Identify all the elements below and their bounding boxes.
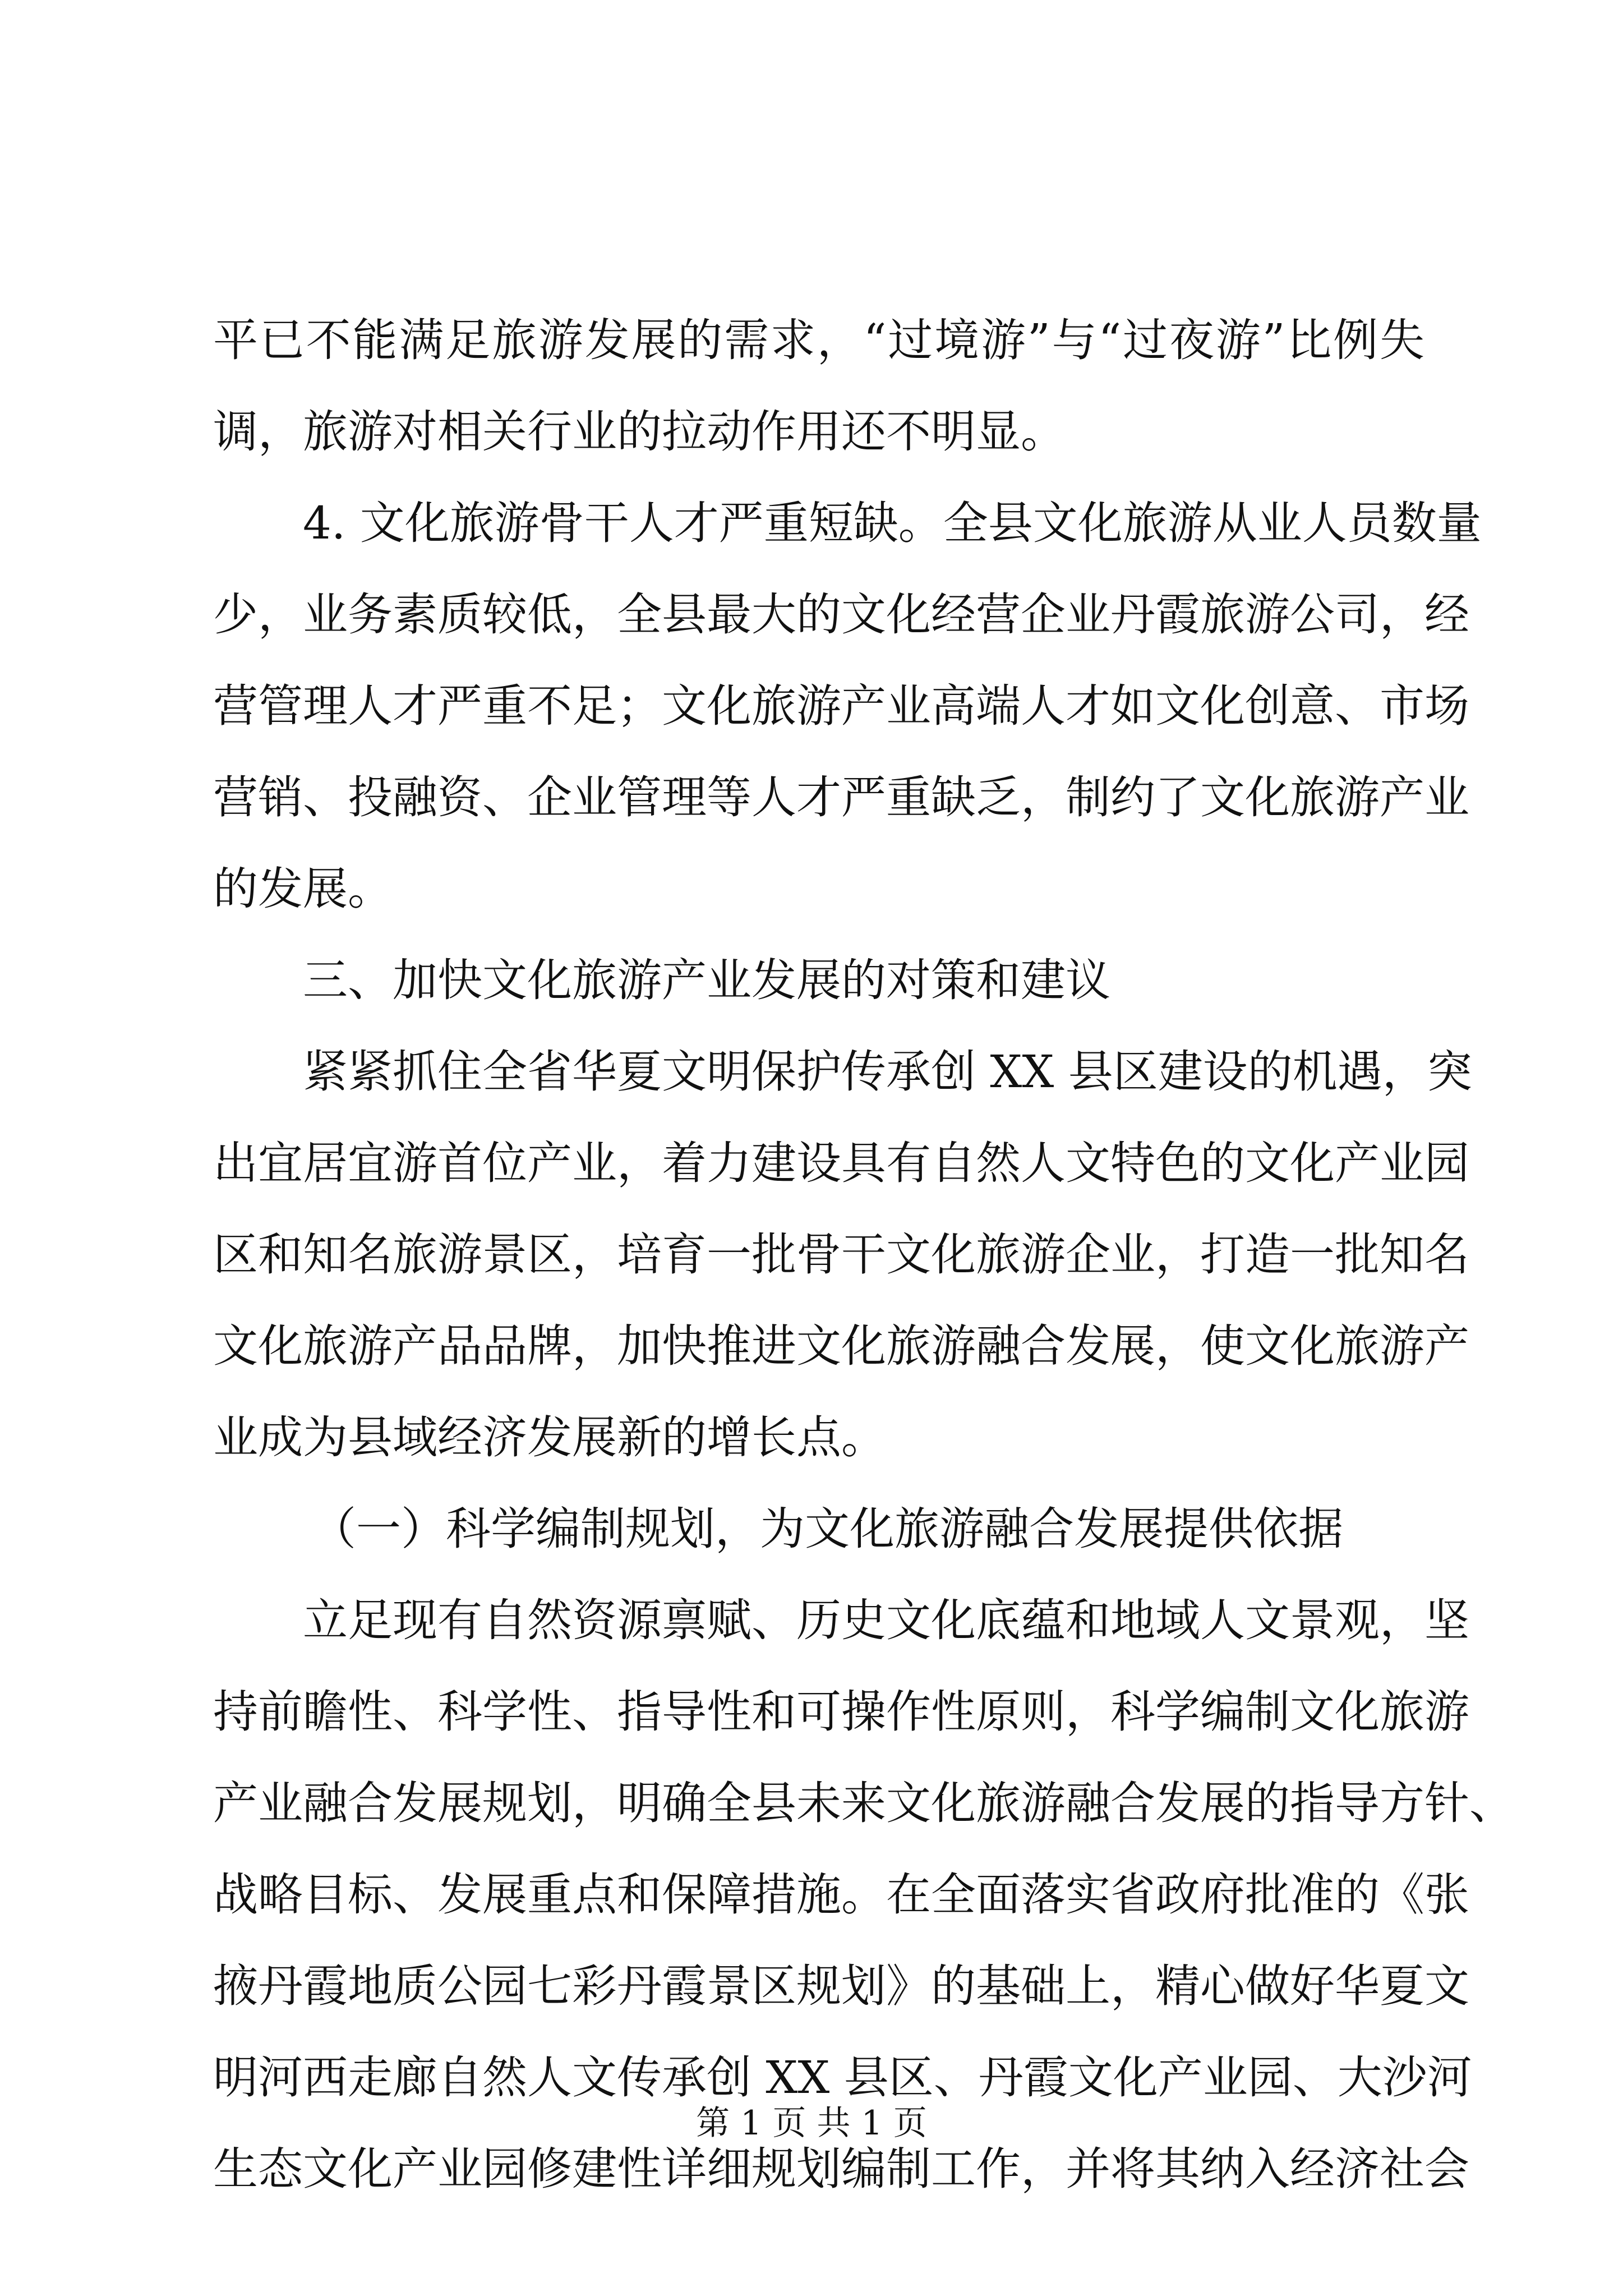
text-line: 少，业务素质较低，全县最大的文化经营企业丹霞旅游公司，经 [213,588,1469,641]
page-number-footer: 第 1 页 共 1 页 [696,2104,927,2143]
text-line: 调，旅游对相关行业的拉动作用还不明显。 [213,406,1066,458]
document-body [213,295,1514,2215]
text-line: 营管理人才严重不足；文化旅游产业高端人才如文化创意、市场 [213,680,1469,732]
text-line: 平已不能满足旅游发展的需求，“过境游”与“过夜游”比例失 [213,314,1424,366]
text-line: 持前瞻性、科学性、指导性和可操作性原则，科学编制文化旅游 [213,1686,1469,1738]
text-line: 立足现有自然资源禀赋、历史文化底蕴和地域人文景观，坚 [303,1594,1469,1646]
text-line: 区和知名旅游景区，培育一批骨干文化旅游企业，打造一批知名 [213,1228,1469,1281]
text-line: 的发展。 [213,863,393,915]
text-line: 战略目标、发展重点和保障措施。在全面落实省政府批准的《张 [213,1869,1469,1921]
text-line: 产业融合发展规划，明确全县未来文化旅游融合发展的指导方针、 [213,1777,1514,1829]
subsection-heading: （一）科学编制规划，为文化旅游融合发展提供依据 [311,1503,1343,1555]
text-line: 紧紧抓住全省华夏文明保护传承创 XX 县区建设的机遇，突 [303,1046,1472,1098]
text-line: 4. 文化旅游骨干人才严重短缺。全县文化旅游从业人员数量 [303,497,1482,549]
text-line: 明河西走廊自然人文传承创 XX 县区、丹霞文化产业园、大沙河 [213,2051,1472,2104]
text-line: 文化旅游产品品牌，加快推进文化旅游融合发展，使文化旅游产 [213,1320,1469,1372]
text-line: 生态文化产业园修建性详细规划编制工作，并将其纳入经济社会 [213,2143,1469,2195]
section-heading: 三、加快文化旅游产业发展的对策和建议 [303,954,1110,1006]
text-line: 出宜居宜游首位产业，着力建设具有自然人文特色的文化产业园 [213,1137,1469,1189]
text-line: 业成为县域经济发展新的增长点。 [213,1411,886,1464]
text-line: 营销、投融资、企业管理等人才严重缺乏，制约了文化旅游产业 [213,771,1469,823]
text-line: 掖丹霞地质公园七彩丹霞景区规划》的基础上，精心做好华夏文 [213,1960,1469,2012]
